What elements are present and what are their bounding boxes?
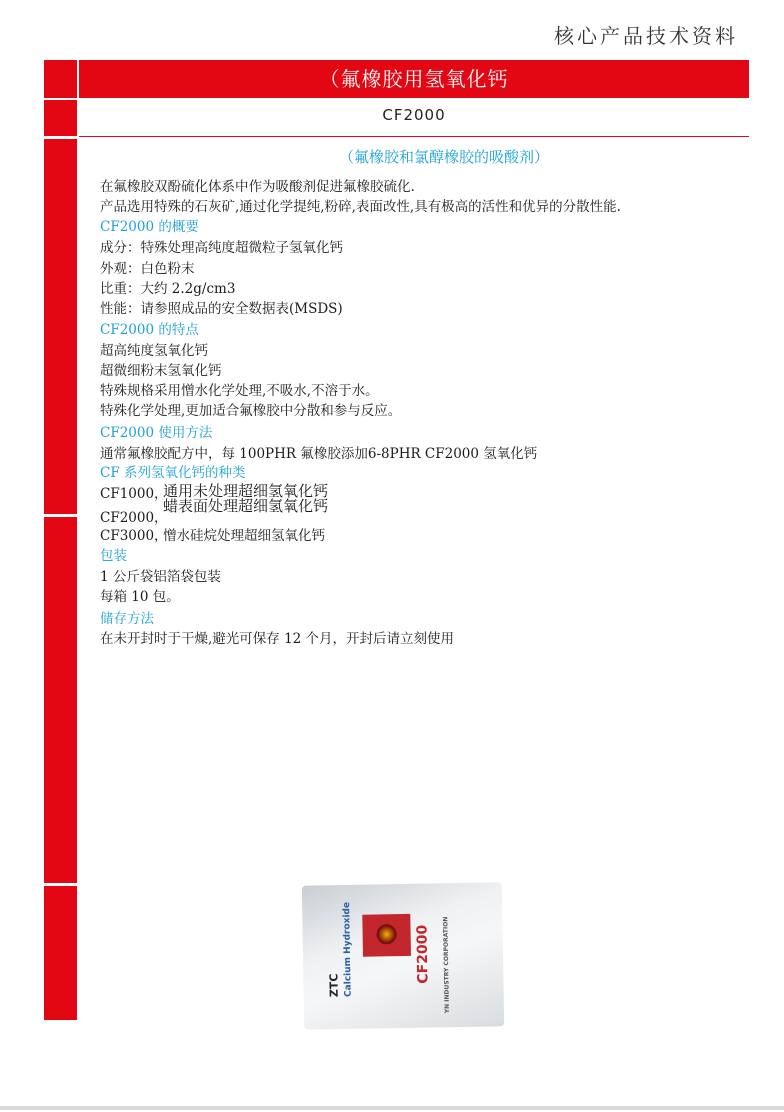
overview-gravity: 比重：大约 2.2g/cm3 <box>100 281 236 297</box>
sidebar-block-5 <box>44 886 77 1020</box>
document-header-title: 核心产品技术资料 <box>554 24 738 48</box>
sidebar-block-2 <box>44 100 77 136</box>
divider-line <box>79 136 749 137</box>
intro-line-2: 产品选用特殊的石灰矿,通过化学提纯,粉碎,表面改性,具有极高的活性和优异的分散性能. <box>100 199 621 215</box>
series-code: CF2000， <box>100 510 168 526</box>
bag-product-name-text: Calcium Hydroxide <box>342 901 354 998</box>
overview-performance: 性能：请参照成品的安全数据表(MSDS) <box>100 301 343 317</box>
features-heading: CF2000 的特点 <box>100 322 199 338</box>
product-bag-photo <box>302 882 504 1029</box>
sidebar-block-3 <box>44 139 77 514</box>
usage-heading: CF2000 使用方法 <box>100 425 213 441</box>
feature-item: 特殊规格采用憎水化学处理,不吸水,不溶于水。 <box>100 383 379 399</box>
packing-line-1: 1 公斤袋铝箔袋包装 <box>100 569 221 585</box>
storage-text: 在未开封时于干燥,避光可保存 12 个月，开封后请立刻使用 <box>100 631 455 647</box>
bag-product-code-text: CF2000 <box>414 924 432 984</box>
series-heading: CF 系列氢氧化钙的种类 <box>100 465 246 481</box>
product-banner: （氟橡胶用氢氧化钙 <box>79 60 749 98</box>
sidebar-block-4 <box>44 517 77 883</box>
overview-appearance: 外观：白色粉末 <box>100 261 195 277</box>
overview-heading: CF2000 的概要 <box>100 219 199 235</box>
usage-text: 通常氟橡胶配方中，每 100PHR 氟橡胶添加6-8PHR CF2000 氢氧化钙 <box>100 446 538 462</box>
product-code: CF2000 <box>382 106 446 124</box>
feature-item: 超高纯度氢氧化钙 <box>100 343 208 359</box>
intro-line-1: 在氟橡胶双酚硫化体系中作为吸酸剂促进氟橡胶硫化. <box>100 179 415 195</box>
series-code: CF3000， <box>100 528 168 544</box>
packing-heading: 包装 <box>100 548 127 564</box>
sidebar-block-1 <box>44 60 77 98</box>
feature-item: 超微细粉末氢氧化钙 <box>100 363 222 379</box>
storage-heading: 储存方法 <box>100 611 154 627</box>
bag-label-panel <box>362 914 411 957</box>
series-desc: 憎水硅烷处理超细氢氧化钙 <box>163 528 325 544</box>
series-code: CF1000， <box>100 486 168 502</box>
product-subtitle: （氟橡胶和氯醇橡胶的吸酸剂） <box>338 148 549 166</box>
packing-line-2: 每箱 10 包。 <box>100 589 180 605</box>
bag-emblem-icon <box>376 924 396 944</box>
bag-brand-text: ZTC <box>327 973 341 998</box>
series-desc: 通用未处理超细氢氧化钙 <box>163 482 329 500</box>
series-desc: 蜡表面处理超细氢氧化钙 <box>163 497 329 515</box>
bag-maker-text: YN INDUSTRY CORPORATION <box>442 916 452 1014</box>
feature-item: 特殊化学处理,更加适合氟橡胶中分散和参与反应。 <box>100 403 402 419</box>
page-footer-line <box>0 1106 784 1110</box>
overview-composition: 成分：特殊处理高纯度超微粒子氢氧化钙 <box>100 240 343 256</box>
